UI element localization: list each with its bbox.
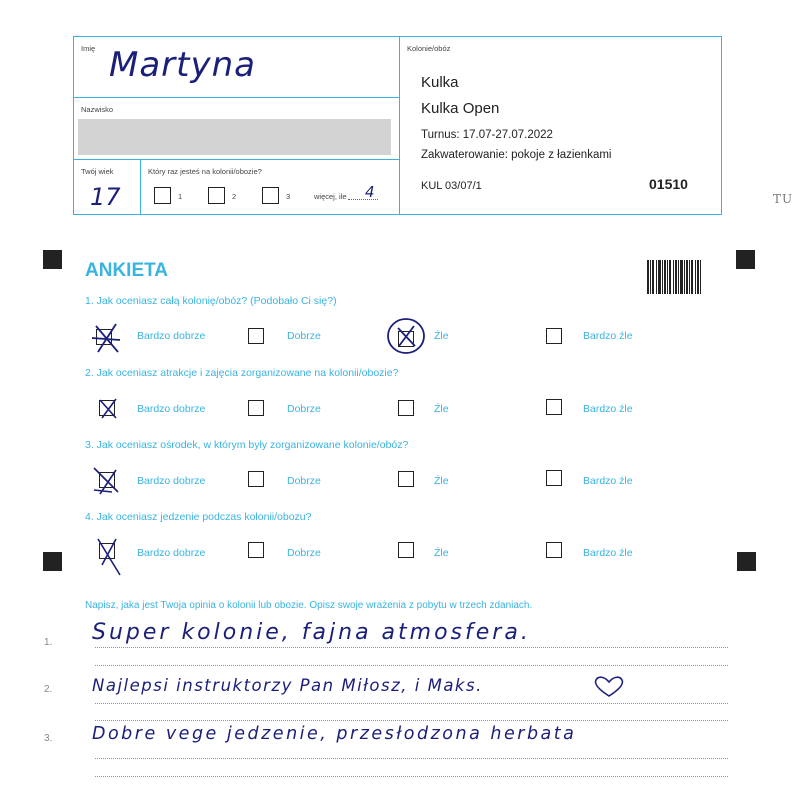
surname-label: Nazwisko [81, 105, 114, 114]
times-label: Który raz jesteś na kolonii/obozie? [148, 167, 262, 176]
q1-option-bardzo-zle-label: Bardzo źle [583, 330, 633, 342]
camp-variant: Kulka Open [421, 100, 500, 117]
opinion-line-2-text: Najlepsi instruktorzy Pan Miłosz, i Maks. [92, 676, 483, 695]
q4-option-bardzo-dobrze-label: Bardzo dobrze [137, 547, 206, 559]
times-option-2: 2 [232, 192, 237, 201]
times-checkbox-3[interactable] [262, 187, 279, 204]
q4-option-zle-label: Źle [434, 547, 449, 559]
q2-option-zle-label: Źle [434, 403, 449, 415]
q3-option-zle-checkbox[interactable] [398, 471, 414, 487]
times-more-value: 4 [365, 183, 375, 201]
name-divider [74, 97, 399, 98]
q3-option-dobrze-checkbox[interactable] [248, 471, 264, 487]
q3-option-bardzo-dobrze-checkbox[interactable] [99, 472, 115, 488]
opinion-line-1-number: 1. [44, 637, 53, 648]
q1-option-bardzo-dobrze-checkbox[interactable] [96, 329, 112, 345]
camp-label: Kolonie/obóz [407, 44, 451, 53]
survey-title: ANKIETA [85, 260, 169, 281]
times-checkbox-1[interactable] [154, 187, 171, 204]
q4-option-dobrze-checkbox[interactable] [248, 542, 264, 558]
q3-option-bardzo-dobrze-label: Bardzo dobrze [137, 475, 206, 487]
times-checkbox-2[interactable] [208, 187, 225, 204]
name-label: Imię [81, 44, 96, 53]
registration-marker-top-left [43, 250, 62, 269]
q3-option-bardzo-zle-label: Bardzo źle [583, 475, 633, 487]
opinion-line-2-number: 2. [44, 684, 53, 695]
age-value: 17 [90, 183, 121, 211]
registration-marker-mid-right [737, 552, 756, 571]
q2-option-bardzo-dobrze-checkbox[interactable] [99, 400, 115, 416]
q2-option-bardzo-dobrze-label: Bardzo dobrze [137, 403, 206, 415]
surname-redaction [78, 119, 391, 155]
q2-option-zle-checkbox[interactable] [398, 400, 414, 416]
age-label: Twój wiek [81, 167, 114, 176]
question-1: 1. Jak oceniasz całą kolonię/obóz? (Podobało Ci się?) [85, 295, 337, 307]
camp-name: Kulka [421, 74, 459, 91]
times-option-3: 3 [286, 192, 291, 201]
q1-option-dobrze-checkbox[interactable] [248, 328, 264, 344]
margin-scribble: TU [773, 192, 794, 206]
q3-option-dobrze-label: Dobrze [287, 475, 321, 487]
turnus: Turnus: 17.07-27.07.2022 [421, 129, 553, 141]
heart-icon [592, 675, 626, 699]
age-divider [140, 159, 141, 214]
opinion-line-3-text: Dobre vege jedzenie, przesłodzona herbata [92, 724, 577, 744]
opinion-line-1-spacer [95, 665, 728, 666]
q2-option-dobrze-checkbox[interactable] [248, 400, 264, 416]
header-divider [399, 37, 400, 214]
q1-option-dobrze-label: Dobrze [287, 330, 321, 342]
accommodation: Zakwaterowanie: pokoje z łazienkami [421, 149, 612, 161]
registration-marker-top-right [736, 250, 755, 269]
q2-option-bardzo-zle-label: Bardzo źle [583, 403, 633, 415]
opinion-line-3-underline [95, 758, 728, 759]
question-4: 4. Jak oceniasz jedzenie podczas kolonii/obozu? [85, 511, 312, 523]
header-box [73, 36, 722, 215]
q4-option-dobrze-label: Dobrze [287, 547, 321, 559]
q3-option-zle-label: Źle [434, 475, 449, 487]
times-option-1: 1 [178, 192, 183, 201]
surname-divider [74, 159, 399, 160]
q4-option-bardzo-dobrze-checkbox[interactable] [99, 543, 115, 559]
camp-code: KUL 03/07/1 [421, 180, 482, 192]
barcode [647, 260, 701, 294]
name-value: Martyna [109, 45, 256, 85]
q1-option-zle-checkbox[interactable] [398, 331, 414, 347]
opinion-line-1-text: Super kolonie, fajna atmosfera. [92, 620, 531, 645]
camp-number: 01510 [649, 176, 688, 192]
q2-option-dobrze-label: Dobrze [287, 403, 321, 415]
opinion-line-2-underline [95, 703, 728, 704]
opinion-prompt: Napisz, jaka jest Twoja opinia o kolonii lub obozie. Opisz swoje wrażenia z pobytu w trzech zdaniach. [85, 600, 533, 611]
registration-marker-mid-left [43, 552, 62, 571]
opinion-line-3-number: 3. [44, 733, 53, 744]
question-3: 3. Jak oceniasz ośrodek, w którym były zorganizowane kolonie/obóz? [85, 439, 409, 451]
question-2: 2. Jak oceniasz atrakcje i zajęcia zorganizowane na kolonii/obozie? [85, 367, 399, 379]
times-more-label: więcej, ile [314, 192, 347, 201]
q4-option-zle-checkbox[interactable] [398, 542, 414, 558]
q2-option-bardzo-zle-checkbox[interactable] [546, 399, 562, 415]
q1-option-zle-label: Źle [434, 330, 449, 342]
q1-option-bardzo-zle-checkbox[interactable] [546, 328, 562, 344]
opinion-line-3-spacer [95, 776, 728, 777]
q1-option-bardzo-dobrze-label: Bardzo dobrze [137, 330, 206, 342]
opinion-line-2-spacer [95, 720, 728, 721]
opinion-line-1-underline [95, 647, 728, 648]
q4-option-bardzo-zle-label: Bardzo źle [583, 547, 633, 559]
q4-option-bardzo-zle-checkbox[interactable] [546, 542, 562, 558]
q3-option-bardzo-zle-checkbox[interactable] [546, 470, 562, 486]
